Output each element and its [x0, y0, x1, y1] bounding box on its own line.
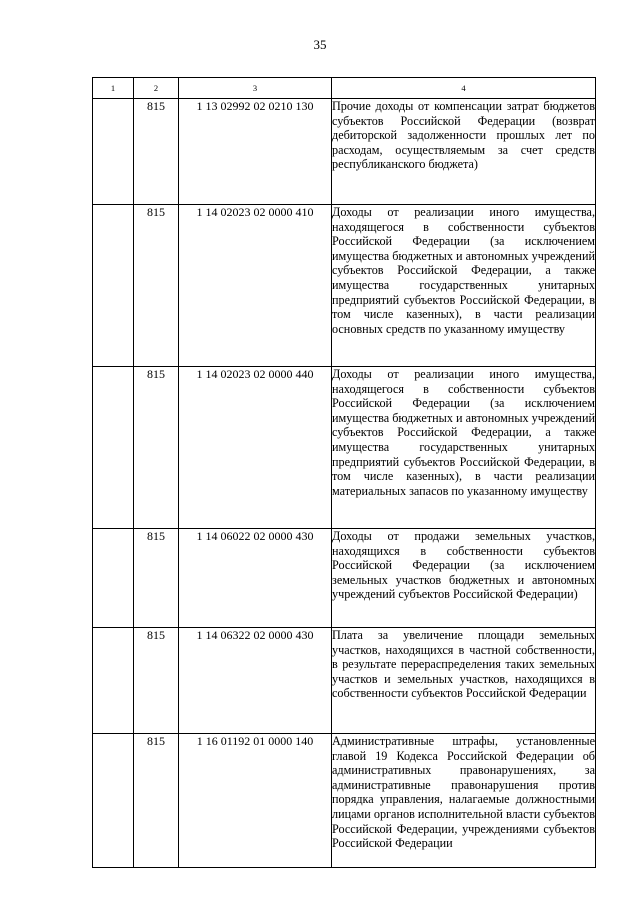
table-row [93, 628, 596, 734]
admin-code-cell: 815 [134, 205, 179, 367]
empty-cell [93, 529, 134, 628]
revenue-description-cell: Доходы от реализации иного имущества, находящегося в собственности субъектов Российской Федерации (за исключением имущества бюджетных и автономных учреждений субъектов Российской Федерации, а также имущества государственных унитарных предприятий субъектов Российской Федерации, в том числе казенных), в части реализации основных средств по указанному имуществу [332, 205, 596, 367]
empty-cell [93, 734, 134, 868]
table-row [93, 205, 596, 367]
revenue-codes-table [92, 77, 596, 868]
admin-code-cell: 815 [134, 367, 179, 529]
revenue-description-cell: Прочие доходы от компенсации затрат бюджетов субъектов Российской Федерации (возврат дебиторской задолженности прошлых лет по расходам, осуществляемым за счет средств республиканского бюджета) [332, 99, 596, 205]
revenue-description-cell: Административные штрафы, установленные главой 19 Кодекса Российской Федерации об административных правонарушениях, за административные правонарушения против порядка управления, налагаемые должностными лицами органов исполнительной власти субъектов Российской Федерации, учреждениями субъектов Российской Федерации [332, 734, 596, 868]
column-header-2: 2 [134, 78, 179, 99]
budget-classification-code-cell: 1 14 02023 02 0000 440 [179, 367, 332, 529]
column-header-4: 4 [332, 78, 596, 99]
admin-code-cell: 815 [134, 529, 179, 628]
empty-cell [93, 205, 134, 367]
table-row [93, 367, 596, 529]
budget-classification-code-cell: 1 13 02992 02 0210 130 [179, 99, 332, 205]
table-row [93, 529, 596, 628]
budget-classification-code-cell: 1 14 06322 02 0000 430 [179, 628, 332, 734]
table-header-row [93, 78, 596, 99]
revenue-description-cell: Доходы от реализации иного имущества, находящегося в собственности субъектов Российской Федерации (за исключением имущества бюджетных и автономных учреждений субъектов Российской Федерации, а также имущества государственных унитарных предприятий субъектов Российской Федерации, в том числе казенных), в части реализации материальных запасов по указанному имуществу [332, 367, 596, 529]
empty-cell [93, 99, 134, 205]
budget-classification-code-cell: 1 16 01192 01 0000 140 [179, 734, 332, 868]
empty-cell [93, 628, 134, 734]
empty-cell [93, 367, 134, 529]
table-row [93, 99, 596, 205]
budget-classification-code-cell: 1 14 02023 02 0000 410 [179, 205, 332, 367]
admin-code-cell: 815 [134, 99, 179, 205]
column-header-1: 1 [93, 78, 134, 99]
column-header-3: 3 [179, 78, 332, 99]
table-row [93, 734, 596, 868]
revenue-description-cell: Плата за увеличение площади земельных участков, находящихся в частной собственности, в результате перераспределения таких земельных участков и земельных участков, находящихся в собственности субъектов Российской Федерации [332, 628, 596, 734]
admin-code-cell: 815 [134, 628, 179, 734]
page-number: 35 [313, 37, 327, 52]
budget-classification-code-cell: 1 14 06022 02 0000 430 [179, 529, 332, 628]
revenue-description-cell: Доходы от продажи земельных участков, находящихся в собственности субъектов Российской Федерации (за исключением земельных участков бюджетных и автономных учреждений субъектов Российской Федерации) [332, 529, 596, 628]
admin-code-cell: 815 [134, 734, 179, 868]
